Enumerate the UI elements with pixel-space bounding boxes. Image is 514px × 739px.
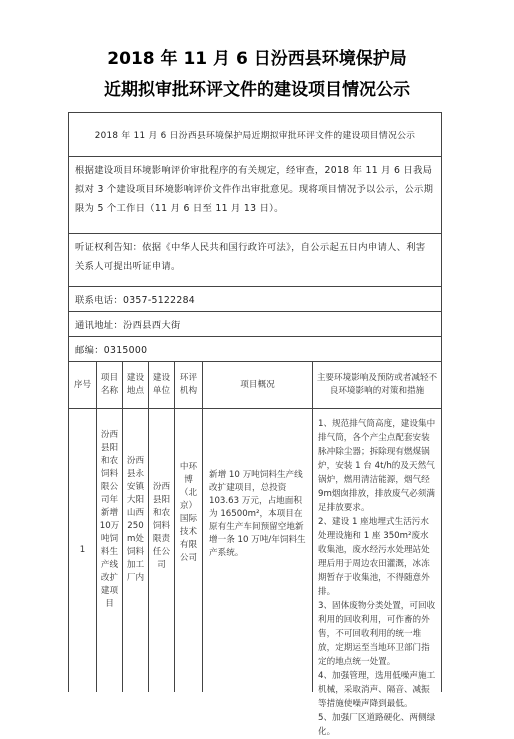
phone-text: 联系电话：0357-5122284 [75,295,196,306]
row-unit: 汾西县阳和农饲料限责任公司 [149,409,175,692]
heading-line1: 2018 年 11 月 6 日汾西县环境保护局 [107,49,407,69]
intro-row [69,157,441,234]
row-no: 1 [69,409,97,692]
row-name-prefix: 汾 [100,430,110,440]
measure-item: 4、加强管理，选用低噪声施工机械，采取消声、隔音、减振等措施使噪声降到最低。 [318,671,436,709]
header-no: 序号 [69,362,97,408]
header-unit: 建设单位 [149,362,175,408]
row-measures [313,409,441,737]
measure-item: 1、规范排气筒高度，建设集中排气筒，各个产尘点配套安装脉冲除尘器；拆除现有燃煤锅炉，安装 1 台 4t/h的及天然气锅炉，燃用清洁能源，烟气经 9m烟囱排放，排放废气必须满足排放要求。 [318,419,436,513]
table-header-row [69,362,441,409]
hearing-text: 听证权利告知：依据《中华人民共和国行政许可法》，自公示起五日内申请人、利害关系人可提出听证申请。 [75,242,426,272]
row-location: 汾西县永安镇大阳山西250m处饲料加工厂内 [123,409,149,692]
row-name [97,409,123,692]
row-name-text: 西县阳和农饲料限公司年新增10万吨饲料生产线改扩建项目 [99,430,120,609]
phone-row [69,287,441,312]
table-row [69,409,441,737]
postcode-text: 邮编：0315000 [75,345,148,356]
measure-item: 5、加强厂区道路硬化、两侧绿化。 [318,713,436,737]
header-location: 建设地点 [123,362,149,408]
row-agency: 中环博（北京）国际技术有限公司 [175,409,203,692]
header-name: 项目名称 [97,362,123,408]
postcode-row [69,337,441,362]
hearing-row [69,234,441,287]
header-summary: 项目概况 [203,362,313,408]
notice-title: 2018 年 11 月 6 日汾西县环境保护局近期拟审批环评文件的建设项目情况公示 [94,131,416,141]
notice-table [68,112,442,737]
header-measures: 主要环境影响及预防或者减轻不良环境影响的对策和措施 [316,373,438,396]
header-agency: 环评机构 [175,362,203,408]
address-text: 通讯地址：汾西县西大街 [75,320,181,331]
row-summary: 新增 10 万吨饲料生产线改扩建项目，总投资 103.63 万元，占地面积为 16500m²，本项目在原有生产车间预留空地新增一条 10 万吨/年饲料生产系统。 [203,409,313,692]
measure-item: 3、固体废物分类处置，可回收利用的回收利用，可作畜的外售，不可回收利用的统一堆放，定期运至当地环卫部门指定的地点统一处置。 [318,601,436,667]
heading-line2: 近期拟审批环评文件的建设项目情况公示 [104,80,410,100]
measure-item: 2、建设 1 座地埋式生活污水处理设施和 1 座 350m²废水收集池，废水经污水处理站处理后用于周边农田灌溉，冰冻期暂存于收集池，不得随意外排。 [318,517,430,597]
intro-text: 根据建设项目环境影响评价审批程序的有关规定，经审查，2018 年 11 月 6 日我局拟对 3 个建设项目环境影响评价文件作出审批意见。现将项目情况予以公示，公示期限为 5 个工作日（11 月 6 日至 11 月 13 日）。 [75,165,434,214]
notice-title-row [69,113,441,157]
address-row [69,312,441,337]
